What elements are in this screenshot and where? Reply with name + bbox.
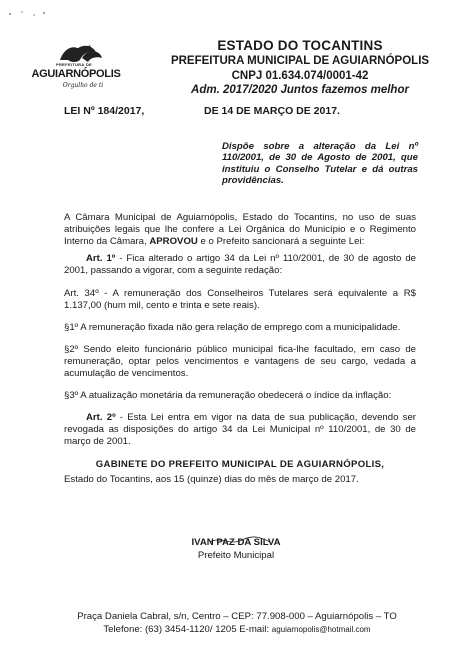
preamble-text-b: e o Prefeito sancionará a seguinte Lei: bbox=[197, 236, 365, 248]
paragraph-1: §1º A remuneração fixada não gera relação de emprego com a municipalidade. bbox=[64, 322, 401, 333]
scan-specks bbox=[8, 8, 48, 20]
preamble-text-a: A Câmara Municipal de Aguiarnópolis, Estado do Tocantins, no uso de suas atribuições legais que lhe confere a Lei Orgânica do Município e o Regimento Interno da Câmara, bbox=[64, 212, 416, 248]
preamble-paragraph bbox=[64, 212, 416, 249]
article-1-paragraph bbox=[64, 253, 416, 277]
article-2-text: - Esta Lei entra em vigor na data de sua publicação, devendo ser revogada as disposições do artigo 34 da Lei Municipal nº 110/2001, de 30 de março de 2001. bbox=[64, 412, 416, 448]
footer-contact bbox=[40, 624, 434, 635]
header-prefeitura: PREFEITURA MUNICIPAL DE AGUIARNÓPOLIS bbox=[170, 55, 430, 67]
footer-phones: Telefone: (63) 3454-1120/ 1205 E-mail: bbox=[103, 624, 272, 635]
law-date: DE 14 DE MARÇO DE 2017. bbox=[204, 105, 340, 117]
article-1-text: - Fica alterado o artigo 34 da Lei nº 110/2001, de 30 de agosto de 2001, passando a vigorar, com a seguinte redação: bbox=[64, 253, 416, 277]
logo-city-name: AGUIARNÓPOLIS bbox=[31, 68, 121, 80]
article-34-paragraph: Art. 34º - A remuneração dos Conselheiros Tutelares será equivalente a R$ 1.137,00 (hum mil, cento e trinta e sete reais). bbox=[64, 288, 416, 312]
article-1-label: Art. 1º bbox=[86, 253, 116, 264]
law-ementa: Dispõe sobre a alteração da Lei nº 110/2001, de 30 de Agosto de 2001, que instituiu o Conselho Tutelar e dá outras providências. bbox=[222, 141, 418, 186]
signer-title: Prefeito Municipal bbox=[197, 550, 275, 561]
dated-line: Estado do Tocantins, aos 15 (quinze) dias do mês de março de 2017. bbox=[64, 474, 359, 485]
paragraph-2: §2º Sendo eleito funcionário público municipal fica-lhe facultado, em caso de remuneração, optar pelos vencimentos e vantagens de seu cargo, vedada a acumulação de vencimentos. bbox=[64, 344, 416, 380]
header-administration: Adm. 2017/2020 Juntos fazemos melhor bbox=[191, 84, 409, 96]
header-cnpj: CNPJ 01.634.074/0001-42 bbox=[231, 70, 369, 82]
paragraph-3: §3º A atualização monetária da remuneração obedecerá o índice da inflação: bbox=[64, 390, 392, 401]
article-2-paragraph bbox=[64, 412, 416, 449]
gabinete-line: GABINETE DO PREFEITO MUNICIPAL DE AGUIARNÓPOLIS, bbox=[95, 459, 385, 470]
logo-prefeitura-label: PREFEITURA DE bbox=[56, 62, 92, 67]
header-state: ESTADO DO TOCANTINS bbox=[217, 38, 383, 53]
signer-name: IVAN PAZ DA SILVA bbox=[191, 537, 281, 548]
article-2-label: Art. 2º bbox=[86, 412, 116, 423]
footer-address: Praça Daniela Cabral, s/n, Centro – CEP: 77.908-000 – Aguiarnópolis – TO bbox=[77, 611, 397, 622]
logo-slogan: Orgulho de ti bbox=[62, 82, 104, 89]
preamble-approved: APROVOU bbox=[149, 236, 198, 248]
law-number: LEI Nº 184/2017, bbox=[64, 105, 145, 117]
footer-email: aguiarnopolis@hotmail.com bbox=[271, 625, 371, 634]
